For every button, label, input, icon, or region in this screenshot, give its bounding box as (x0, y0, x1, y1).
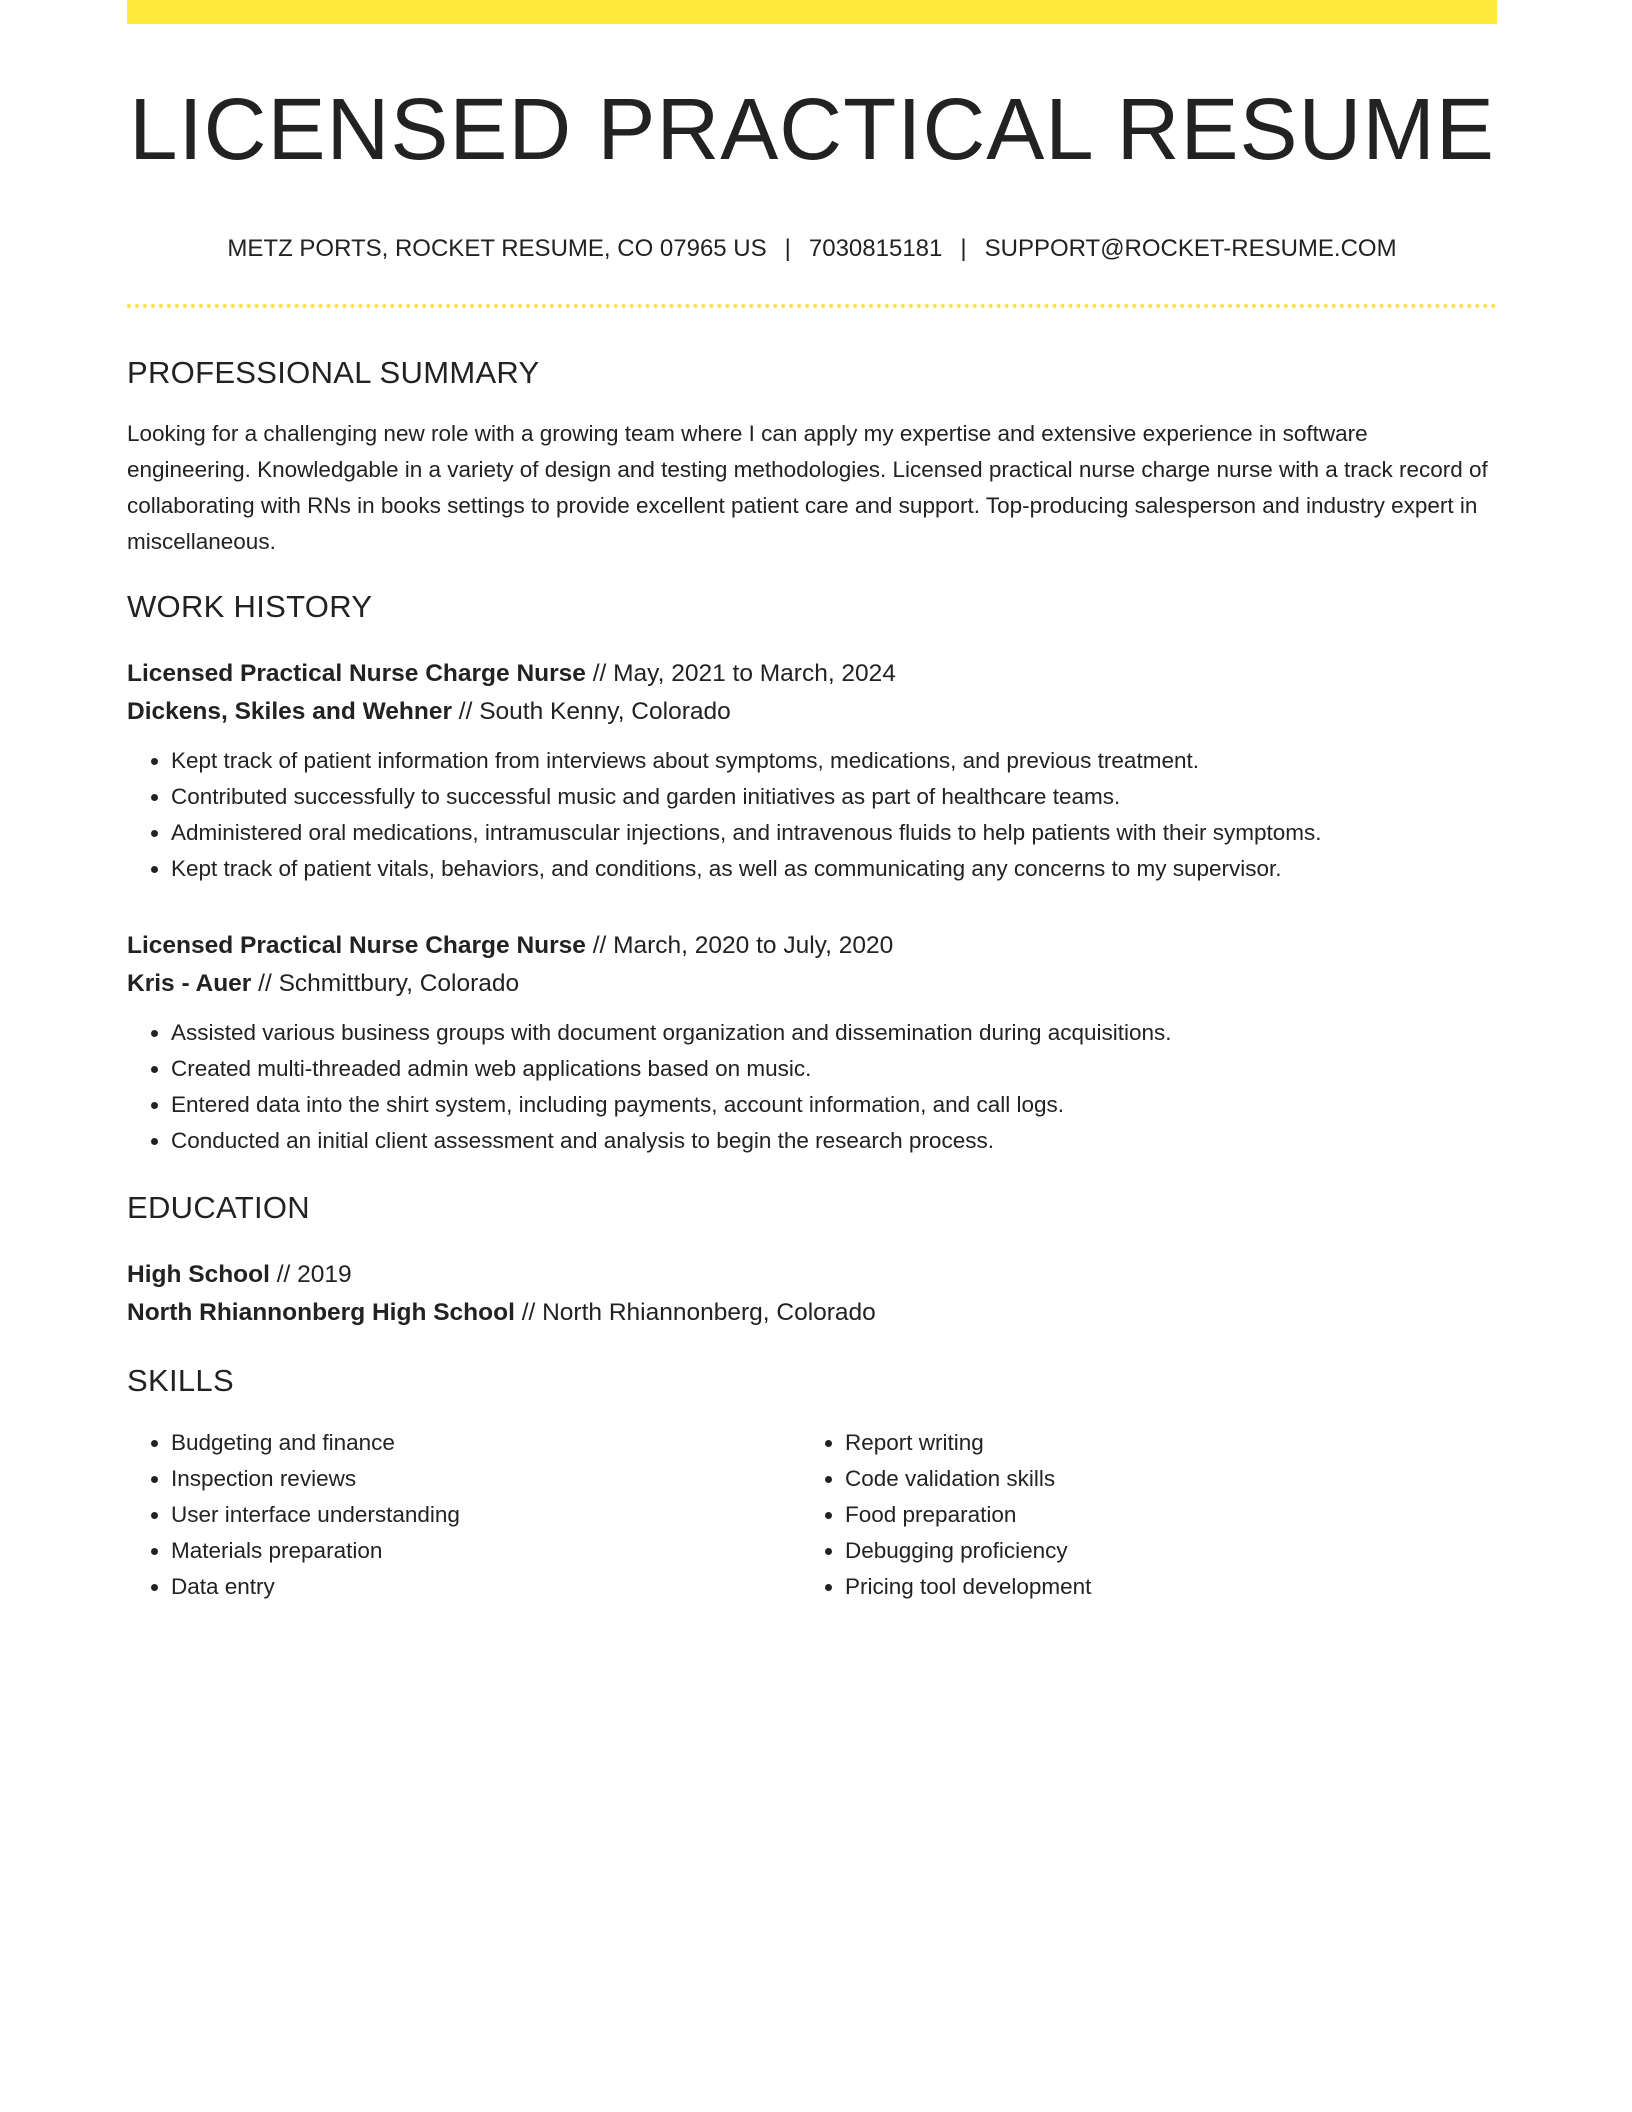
education-location: // North Rhiannonberg, Colorado (514, 1299, 876, 1327)
contact-line (127, 235, 1497, 264)
contact-phone: 7030815181 (808, 234, 943, 262)
job-company: Kris - Auer (127, 969, 252, 997)
job-bullet: • Kept track of patient information from interviews about symptoms, medications, and previous treatment. (171, 743, 1497, 779)
job-bullet: • Administered oral medications, intramuscular injections, and intravenous fluids to help patients with their symptoms. (171, 815, 1497, 851)
skills-list (127, 1425, 1497, 1605)
job-entry (127, 927, 1497, 1159)
education-school-line (127, 1294, 1497, 1332)
job-title: Licensed Practical Nurse Charge Nurse (127, 931, 586, 959)
job-bullets (127, 1015, 1497, 1159)
job-bullet: • Kept track of patient vitals, behaviors, and conditions, as well as communicating any concerns to my supervisor. (171, 851, 1497, 887)
summary-text: Looking for a challenging new role with a growing team where I can apply my expertise and extensive experience in software engineering. Knowledgable in a variety of design and testing methodologies. Licensed practical nurse charge nurse with a track record of collaborating with RNs in books settings to provide excellent patient care and support. Top-producing salesperson and industry expert in miscellaneous. (127, 420, 1488, 554)
contact-email: SUPPORT@ROCKET-RESUME.COM (984, 234, 1397, 262)
contact-address: METZ PORTS, ROCKET RESUME, CO 07965 US (227, 234, 767, 262)
job-dates: // May, 2021 to March, 2024 (585, 659, 896, 687)
work-history-heading: WORK HISTORY (127, 588, 373, 624)
resume-title: LICENSED PRACTICAL RESUME (129, 81, 1495, 178)
job-title: Licensed Practical Nurse Charge Nurse (127, 659, 586, 687)
skill-item: • User interface understanding (171, 1497, 801, 1533)
resume-page (127, 0, 1497, 1605)
skill-item: • Report writing (845, 1425, 1475, 1461)
skill-item: • Pricing tool development (845, 1569, 1475, 1605)
job-bullet: • Conducted an initial client assessment and analysis to begin the research process. (171, 1123, 1497, 1159)
job-company: Dickens, Skiles and Wehner (127, 697, 452, 725)
skill-item: • Inspection reviews (171, 1461, 801, 1497)
skill-item: • Debugging proficiency (845, 1533, 1475, 1569)
job-bullet: • Assisted various business groups with document organization and dissemination during acquisitions. (171, 1015, 1497, 1051)
education-school: North Rhiannonberg High School (127, 1299, 515, 1327)
skills-heading: SKILLS (127, 1363, 234, 1399)
job-bullet: • Contributed successfully to successful music and garden initiatives as part of healthcare teams. (171, 779, 1497, 815)
skill-item: • Code validation skills (845, 1461, 1475, 1497)
job-bullet: • Entered data into the shirt system, including payments, account information, and call logs. (171, 1087, 1497, 1123)
job-company-line (127, 965, 1497, 1003)
skills-column-right (801, 1425, 1475, 1605)
job-entry (127, 655, 1497, 887)
accent-bar (127, 0, 1497, 24)
skill-item: • Data entry (171, 1569, 801, 1605)
skill-item: • Food preparation (845, 1497, 1475, 1533)
job-title-line (127, 655, 1497, 693)
skills-column-left (127, 1425, 801, 1605)
skill-item: • Budgeting and finance (171, 1425, 801, 1461)
job-bullet: • Created multi-threaded admin web applications based on music. (171, 1051, 1497, 1087)
education-degree: High School (127, 1261, 270, 1289)
job-title-line (127, 927, 1497, 965)
education-heading: EDUCATION (127, 1189, 310, 1225)
job-bullets (127, 743, 1497, 887)
contact-separator: | (960, 234, 967, 262)
contact-separator: | (784, 234, 791, 262)
summary-heading: PROFESSIONAL SUMMARY (127, 355, 540, 391)
job-company-line (127, 693, 1497, 731)
job-location: // South Kenny, Colorado (451, 697, 731, 725)
dotted-divider (127, 304, 1497, 308)
skill-item: • Materials preparation (171, 1533, 801, 1569)
job-location: // Schmittbury, Colorado (251, 969, 520, 997)
education-entry (127, 1256, 1497, 1332)
education-degree-line (127, 1256, 1497, 1294)
job-dates: // March, 2020 to July, 2020 (585, 931, 894, 959)
education-year: // 2019 (269, 1261, 352, 1289)
